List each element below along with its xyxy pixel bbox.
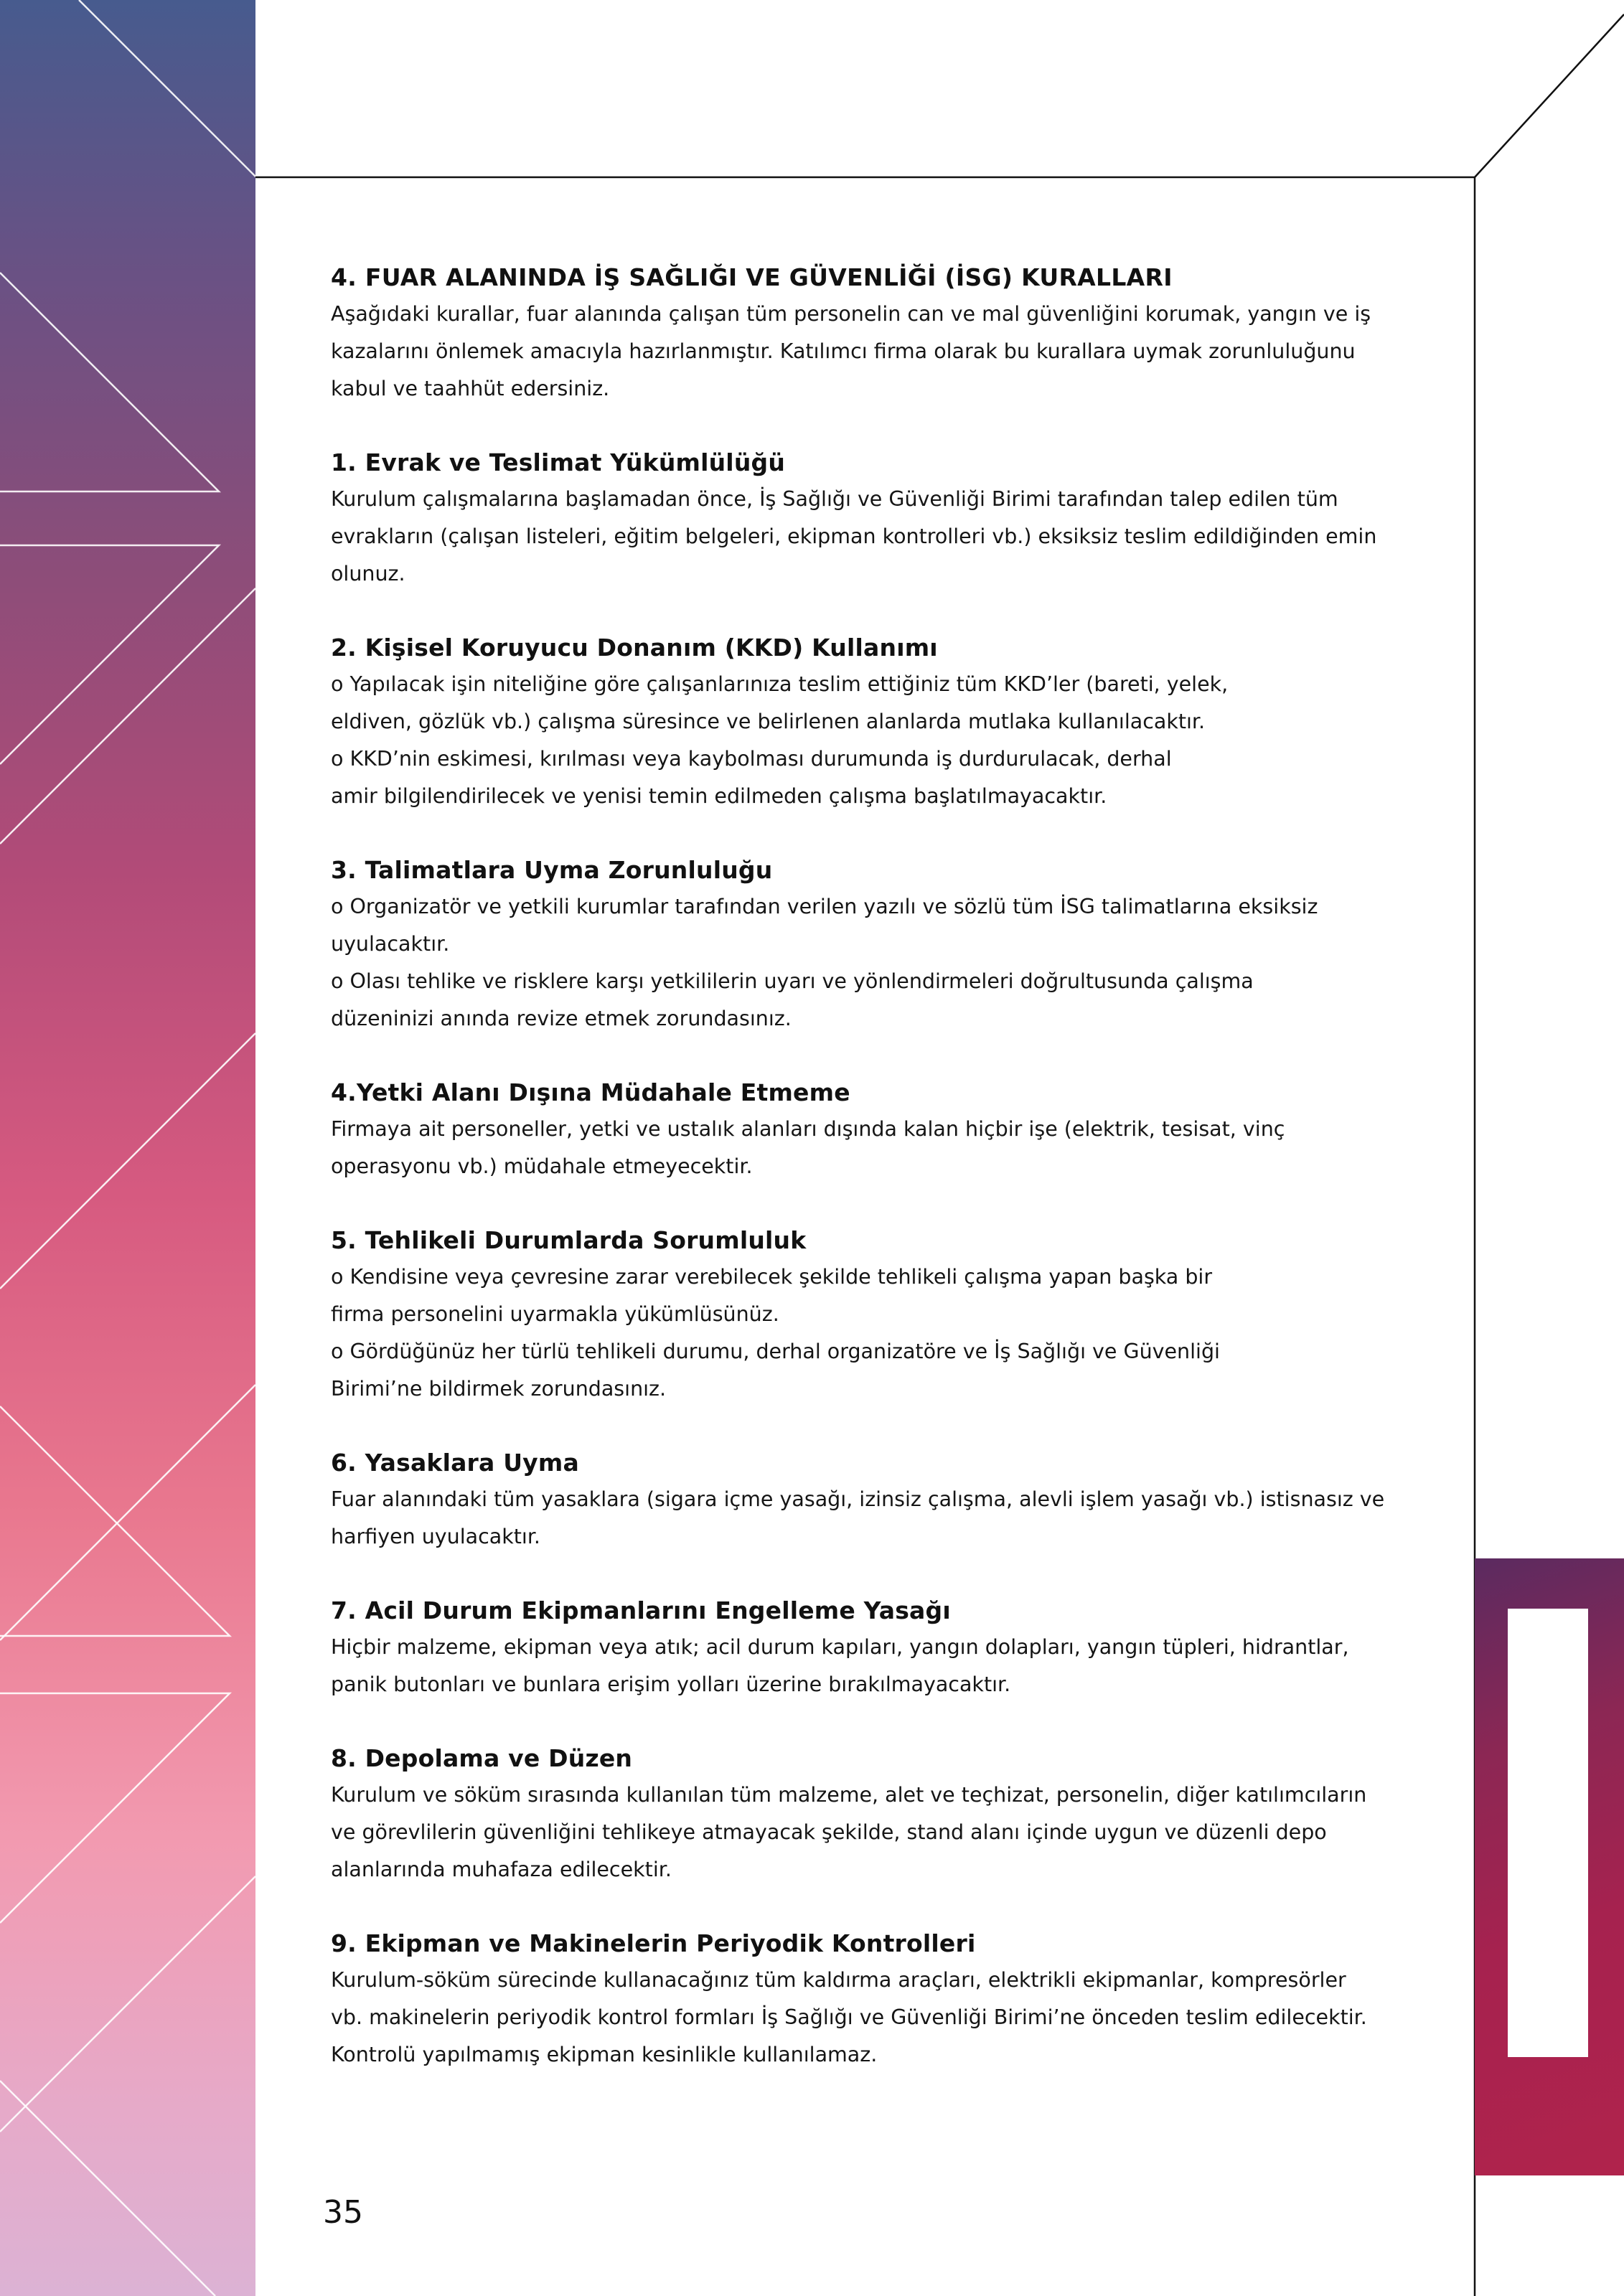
section-title: 7. Acil Durum Ekipmanlarını Engelleme Yasağı <box>331 1596 951 1624</box>
page-number: 35 <box>323 2194 363 2231</box>
section-title: 4.Yetki Alanı Dışına Müdahale Etmeme <box>331 1078 850 1106</box>
section-depolama-duzen <box>331 1741 1407 1888</box>
band-line-pattern <box>0 0 255 2296</box>
section-yasaklara-uyma <box>331 1445 1407 1556</box>
section-yetki-alani <box>331 1075 1407 1185</box>
section-tehlikeli-durumlar <box>331 1223 1407 1408</box>
right-accent-window <box>1508 1609 1588 2057</box>
section-body: Fuar alanındaki tüm yasaklara (sigara içme yasağı, izinsiz çalışma, alevli işlem yasağı vb.) istisnasız ve harfiyen uyulacaktır. <box>331 1487 1385 1548</box>
section-body: o Yapılacak işin niteliğine göre çalışanlarınıza teslim ettiğiniz tüm KKD’ler (bareti, yelek, eldiven, gözlük vb.) çalışma süresince ve belirlenen alanlarda mutlaka kullanılacaktır. o KKD’nin eskimesi, kırılması veya kaybolması durumunda iş durdurulacak, derhal amir bilgilendirilecek ve yenisi temin edilmeden çalışma başlatılmayacaktır. <box>331 672 1229 808</box>
section-title: 6. Yasaklara Uyma <box>331 1449 579 1477</box>
left-decorative-band <box>0 0 255 2296</box>
document-content <box>331 260 1407 2074</box>
section-body: Hiçbir malzeme, ekipman veya atık; acil durum kapıları, yangın dolapları, yangın tüpleri, hidrantlar, panik butonları ve bunlara erişim yolları üzerine bırakılmayacaktır. <box>331 1635 1349 1696</box>
section-body: o Kendisine veya çevresine zarar verebilecek şekilde tehlikeli çalışma yapan başka bir firma personelini uyarmakla yükümlüsünüz. o Gördüğünüz her türlü tehlikeli durumu, derhal organizatöre ve İş Sağlığı ve Güvenliği Birimi’ne bildirmek zorundasınız. <box>331 1265 1220 1401</box>
section-periyodik-kontroller <box>331 1926 1407 2074</box>
section-title: 9. Ekipman ve Makinelerin Periyodik Kontrolleri <box>331 1929 976 1957</box>
section-talimatlara-uyma <box>331 852 1407 1038</box>
section-title: 3. Talimatlara Uyma Zorunluluğu <box>331 856 773 884</box>
section-body: Firmaya ait personeller, yetki ve ustalık alanları dışında kalan hiçbir işe (elektrik, tesisat, vinç operasyonu vb.) müdahale etmeyecektir. <box>331 1117 1285 1178</box>
section-body: o Organizatör ve yetkili kurumlar tarafından verilen yazılı ve sözlü tüm İSG talimatlarına eksiksiz uyulacaktır. o Olası tehlike ve risklere karşı yetkililerin uyarı ve yönlendirmeleri doğrultusunda çalışma düzeninizi anında revize etmek zorundasınız. <box>331 895 1318 1030</box>
section-kkd-kullanimi <box>331 630 1407 815</box>
document-title: 4. FUAR ALANINDA İŞ SAĞLIĞI VE GÜVENLİĞİ (İSG) KURALLARI <box>331 263 1173 291</box>
section-title: 2. Kişisel Koruyucu Donanım (KKD) Kullanımı <box>331 634 938 662</box>
document-intro: Aşağıdaki kurallar, fuar alanında çalışan tüm personelin can ve mal güvenliğini korumak, yangın ve iş kazalarını önlemek amacıyla hazırlanmıştır. Katılımcı firma olarak bu kurallara uymak zorunluluğunu kabul ve taahhüt edersiniz. <box>331 302 1371 400</box>
section-title: 5. Tehlikeli Durumlarda Sorumluluk <box>331 1226 807 1254</box>
section-acil-durum <box>331 1593 1407 1703</box>
section-body: Kurulum-söküm sürecinde kullanacağınız tüm kaldırma araçları, elektrikli ekipmanlar, kompresörler vb. makinelerin periyodik kontrol formları İş Sağlığı ve Güvenliği Birimi’ne önceden teslim edilecektir. Kontrolü yapılmamış ekipman kesinlikle kullanılamaz. <box>331 1968 1367 2066</box>
section-evrak-teslimat <box>331 445 1407 593</box>
section-body: Kurulum ve söküm sırasında kullanılan tüm malzeme, alet ve teçhizat, personelin, diğer katılımcıların ve görevlilerin güvenliğini tehlikeye atmayacak şekilde, stand alanı içinde uygun ve düzenli depo alanlarında muhafaza edilecektir. <box>331 1783 1367 1881</box>
section-title: 1. Evrak ve Teslimat Yükümlülüğü <box>331 448 786 476</box>
section-title: 8. Depolama ve Düzen <box>331 1744 633 1772</box>
section-body: Kurulum çalışmalarına başlamadan önce, İş Sağlığı ve Güvenliği Birimi tarafından talep edilen tüm evrakların (çalışan listeleri, eğitim belgeleri, ekipman kontrolleri vb.) eksiksiz teslim edildiğinden emin olunuz. <box>331 487 1377 585</box>
